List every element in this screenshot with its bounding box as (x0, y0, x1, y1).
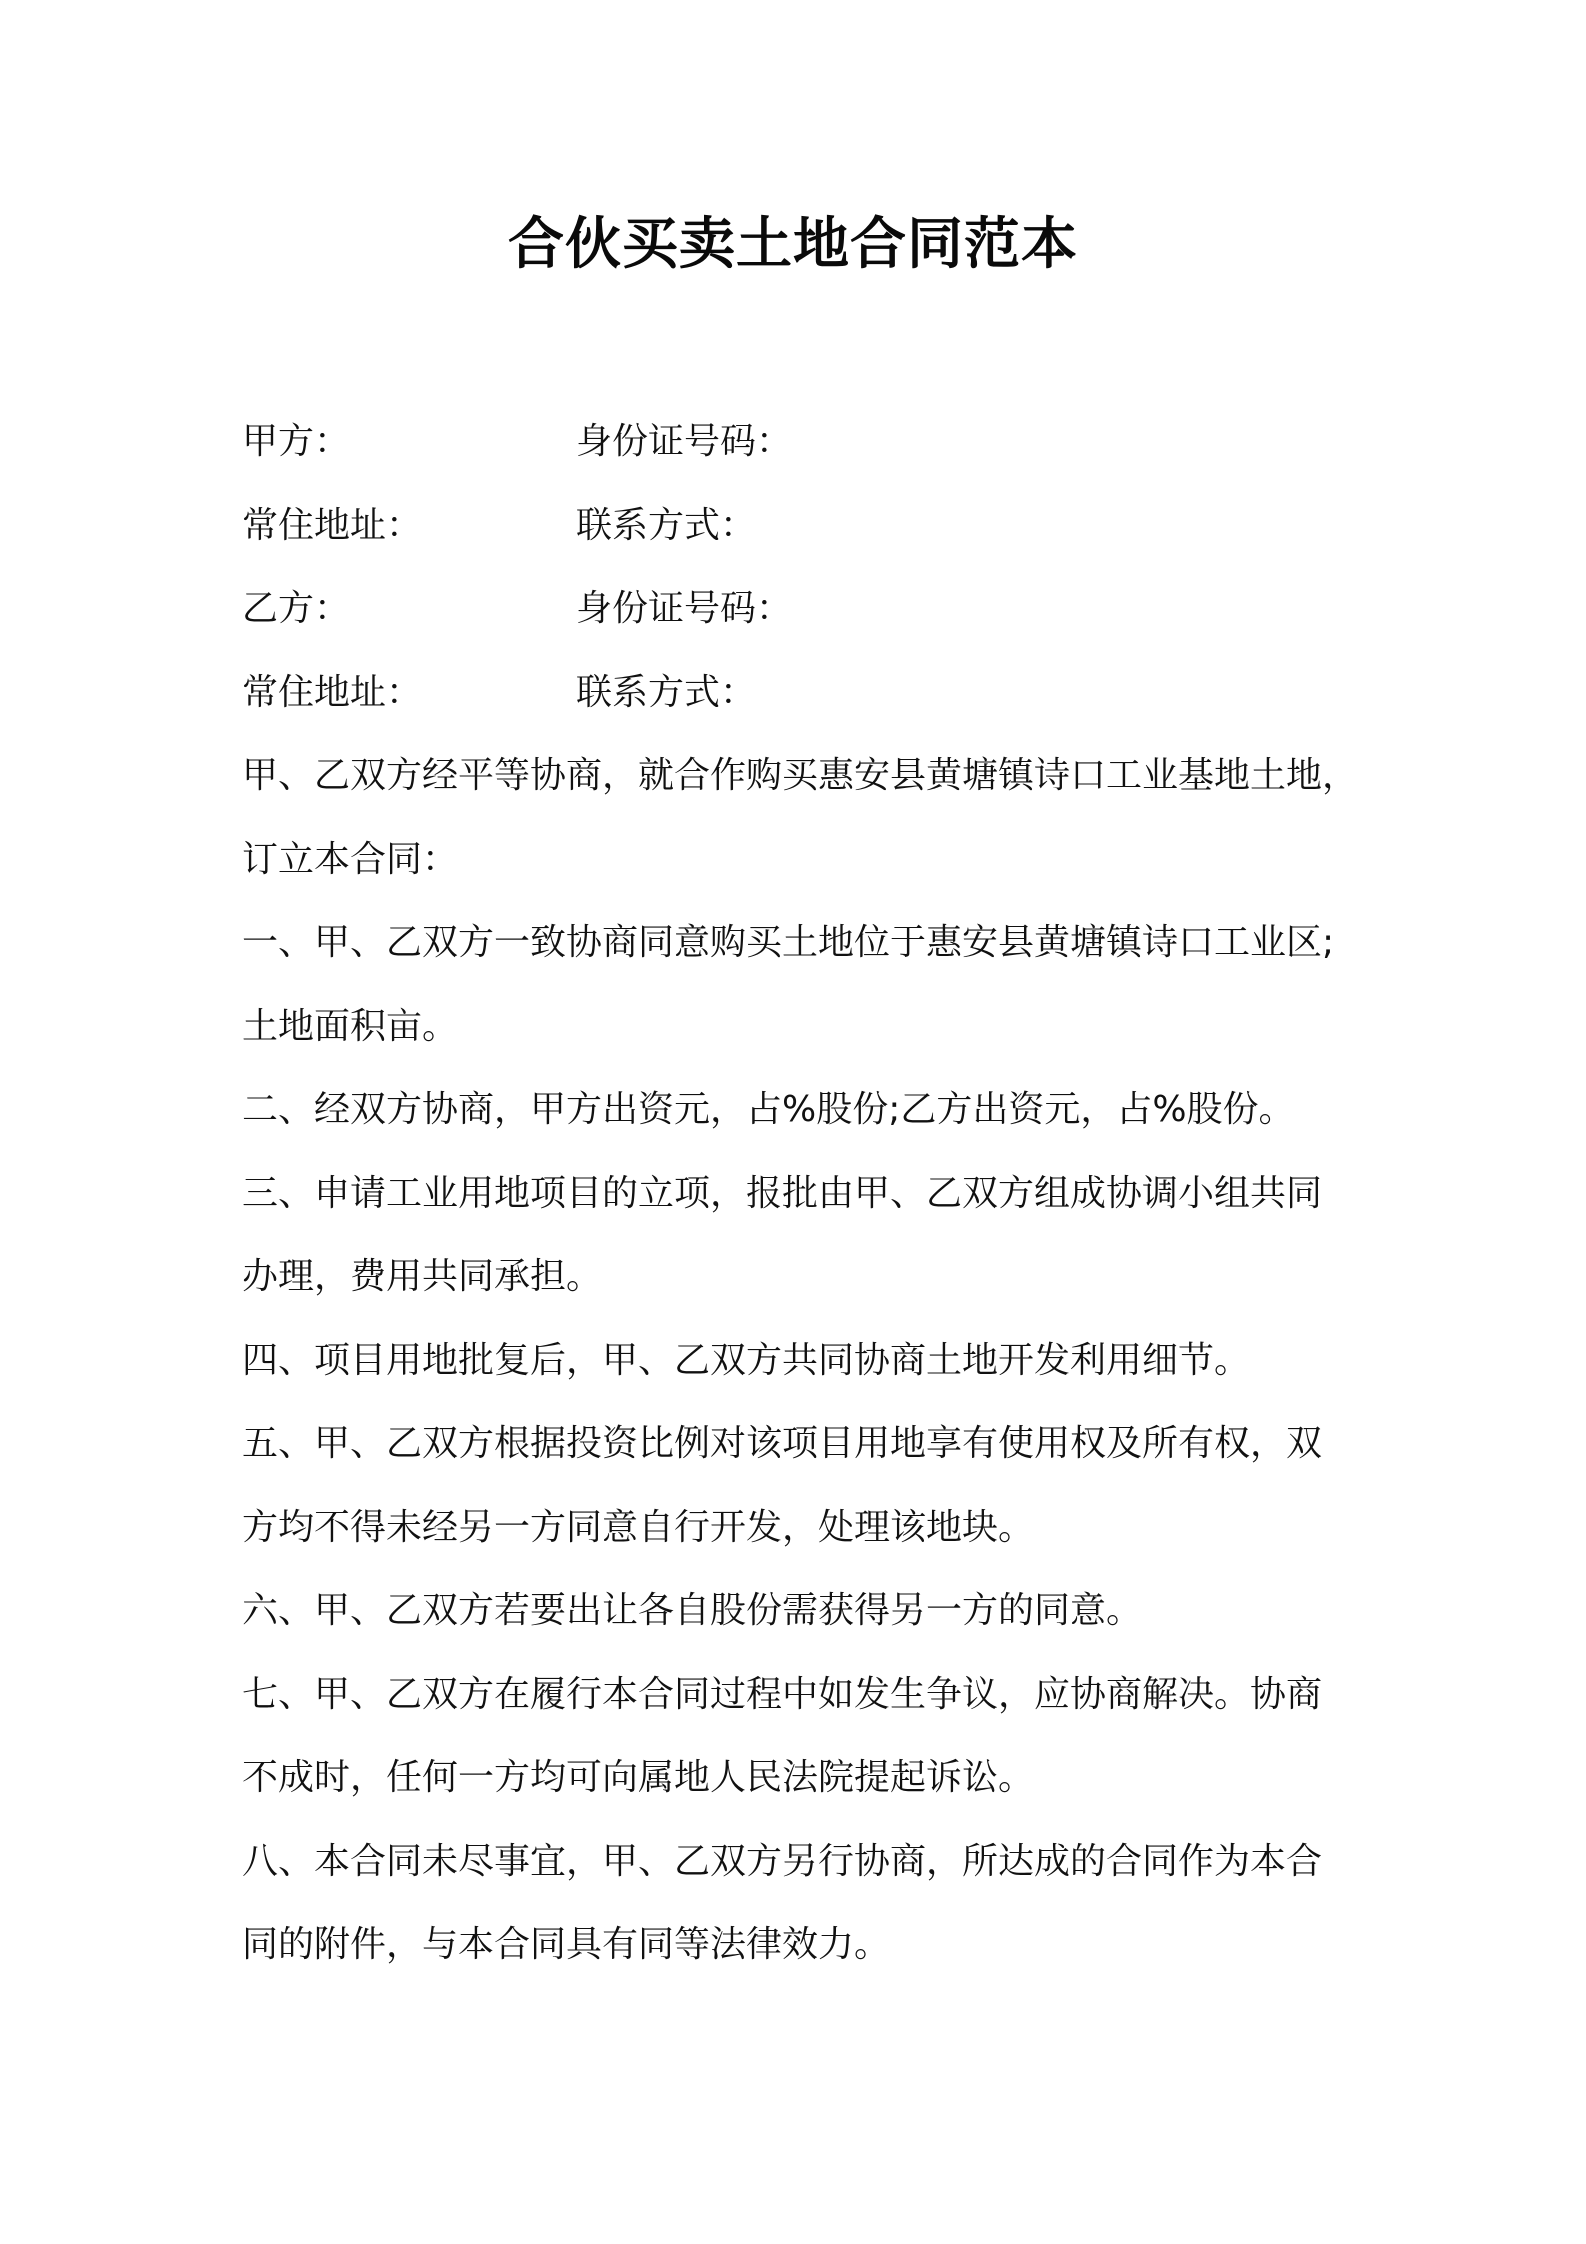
party-a-label: 甲方： (242, 421, 351, 462)
party-info-row (242, 651, 1362, 735)
clause-line: 同的附件，与本合同具有同等法律效力。 (242, 1924, 891, 1965)
document-body (242, 400, 1362, 1987)
clause-line: 方均不得未经另一方同意自行开发，处理该地块。 (242, 1506, 1035, 1548)
contact-label: 联系方式： (576, 504, 757, 546)
clause-line: 八、本合同未尽事宜，甲、乙双方另行协商，所达成的合同作为本合 (242, 1840, 1323, 1882)
clause-line: 一、甲、乙双方一致协商同意购买土地位于惠安县黄塘镇诗口工业区; (242, 922, 1335, 963)
paragraph-line: 订立本合同： (242, 838, 459, 880)
id-number-label: 身份证号码： (576, 421, 793, 462)
clause-line: 不成时，任何一方均可向属地人民法院提起诉讼。 (242, 1757, 1035, 1798)
clause-line: 四、项目用地批复后，甲、乙双方共同协商土地开发利用细节。 (242, 1339, 1251, 1381)
party-info-row (242, 567, 1362, 651)
clause-line: 六、甲、乙双方若要出让各自股份需获得另一方的同意。 (242, 1590, 1143, 1631)
party-info-row (242, 400, 1362, 484)
clause-line: 土地面积亩。 (242, 1005, 459, 1047)
paragraph-line: 甲、乙双方经平等协商，就合作购买惠安县黄塘镇诗口工业基地土地， (242, 755, 1359, 796)
document-title: 合伙买卖土地合同范本 (508, 212, 1078, 277)
clause-line: 三、申请工业用地项目的立项，报批由甲、乙双方组成协调小组共同 (242, 1172, 1323, 1214)
party-info-row (242, 484, 1362, 568)
address-label: 常住地址： (242, 504, 423, 546)
clause-line: 五、甲、乙双方根据投资比例对该项目用地享有使用权及所有权，双 (242, 1423, 1323, 1464)
address-label: 常住地址： (242, 671, 423, 713)
contact-label: 联系方式： (576, 671, 757, 713)
clause-line: 二、经双方协商，甲方出资元，占%股份;乙方出资元，占%股份。 (242, 1089, 1295, 1130)
id-number-label: 身份证号码： (576, 588, 793, 629)
clause-line: 七、甲、乙双方在履行本合同过程中如发生争议，应协商解决。协商 (242, 1673, 1323, 1715)
clause-line: 办理，费用共同承担。 (242, 1256, 603, 1297)
party-b-label: 乙方： (242, 588, 351, 629)
